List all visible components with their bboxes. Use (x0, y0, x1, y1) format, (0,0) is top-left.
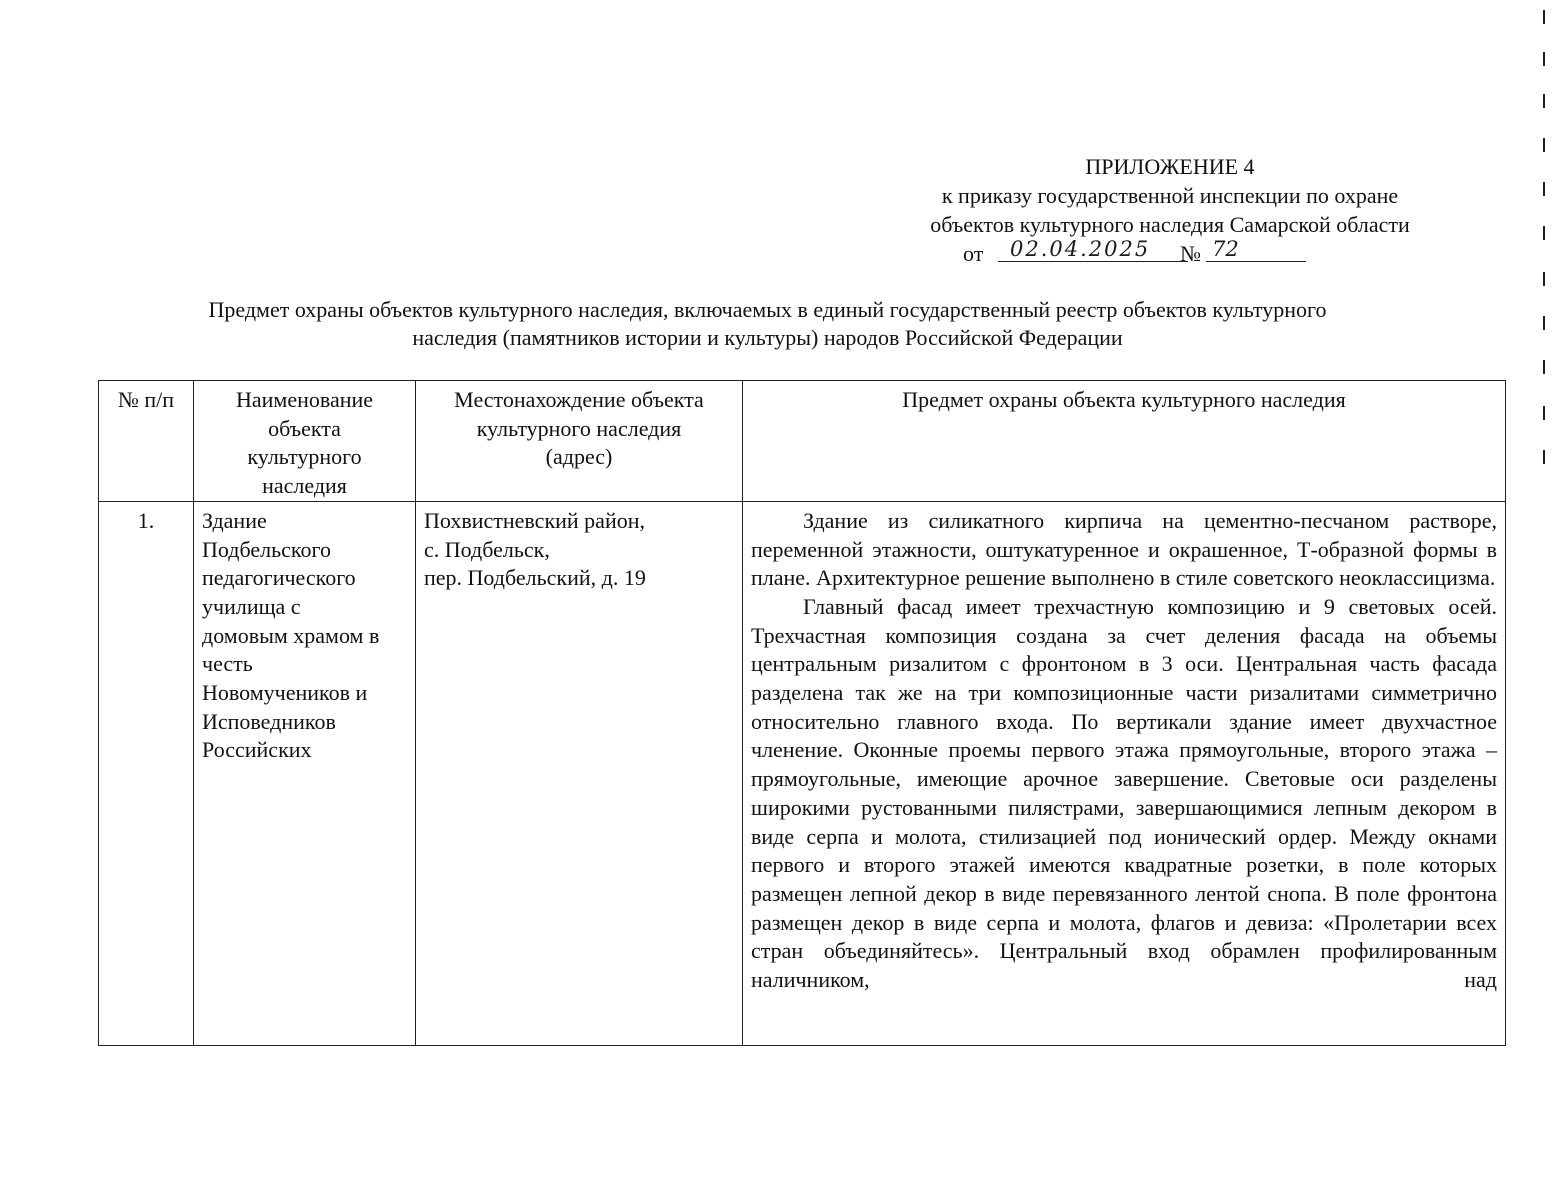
object-location-line: пер. Подбельский, д. 19 (424, 565, 646, 591)
object-name-line: Здание (202, 507, 267, 533)
header-name-line: наследия (262, 473, 347, 499)
scan-edge-marks (1543, 10, 1547, 470)
appendix-line-1: к приказу государственной инспекции по охране (941, 183, 1399, 208)
object-name-line: Новомучеников и (202, 680, 368, 706)
object-location-line: Похвистневский район, (424, 507, 645, 533)
object-location (416, 501, 743, 1045)
header-num: № п/п (99, 381, 194, 502)
header-name-line: объекта (268, 415, 341, 441)
protection-subject (743, 501, 1506, 1045)
header-subject: Предмет охраны объекта культурного наследия (743, 381, 1506, 502)
header-location-line: Местонахождение объекта (454, 387, 704, 412)
object-name-line: честь (202, 651, 253, 677)
appendix-line-2: объектов культурного наследия Самарской области (930, 212, 1410, 237)
table-header-row (99, 381, 1506, 502)
header-location-line: культурного наследия (476, 415, 682, 441)
appendix-header (820, 152, 1520, 269)
heritage-table (98, 380, 1506, 1046)
number-label: № (1180, 241, 1201, 266)
header-name-line: культурного (247, 444, 362, 470)
subject-paragraph-1: Здание из силикатного кирпича на цементно-песчаном растворе, переменной этажности, оштукатуренное и окрашенное, Т-образной формы в плане. Архитектурное решение выполнено в стиле советского неоклассицизма. (751, 507, 1497, 591)
appendix-title: ПРИЛОЖЕНИЕ 4 (1085, 154, 1255, 179)
from-label: от (963, 241, 984, 266)
header-name-line: Наименование (235, 387, 374, 412)
order-number: 72 (1212, 237, 1239, 261)
object-name-line: педагогического (202, 565, 356, 591)
object-name-line: Российских (202, 737, 312, 763)
document-title-line-2: наследия (памятников истории и культуры) народов Российской Федерации (412, 325, 1123, 350)
subject-paragraph-2: Главный фасад имеет трехчастную композицию и 9 световых осей. Трехчастная композиция создана за счет деления фасада на объемы центральным ризалитом с фронтоном в 3 оси. Центральная часть фасада разделена так же на три композиционные части ризалитами симметрично относительно главного входа. По вертикали здание имеет двухчастное членение. Оконные проемы первого этажа прямоугольные, второго этажа – прямоугольные, имеющие арочное завершение. Световые оси разделены широкими рустованными пилястрами, завершающимися лепным декором в виде серпа и молота, стилизацией под ионический ордер. Между окнами первого и второго этажей имеются квадратные розетки, в поле которых размещен лепной декор в виде перевязанного лентой снопа. В поле фронтона размещен декор в виде серпа и молота, флагов и девиза: «Пролетарии всех стран объединяйтесь». Центральный вход обрамлен профилированным наличником, над (751, 593, 1497, 993)
row-number: 1. (99, 501, 194, 1045)
header-name (194, 381, 416, 502)
object-location-line: с. Подбельск, (424, 536, 550, 562)
header-location (416, 381, 743, 502)
document-title-line-1: Предмет охраны объектов культурного наследия, включаемых в единый государственный реестр объектов культурного (208, 297, 1327, 322)
order-reference (820, 239, 1520, 269)
order-date: 02.04.2025 (1010, 237, 1151, 261)
object-name (194, 501, 416, 1045)
object-name-line: Исповедников (202, 708, 336, 734)
table-row (99, 501, 1506, 1045)
object-name-line: Подбельского (202, 536, 331, 562)
document-title (100, 296, 1435, 352)
header-location-line: (адрес) (545, 444, 613, 470)
object-name-line: училища с (202, 593, 301, 619)
object-name-line: домовым храмом в (202, 622, 380, 648)
